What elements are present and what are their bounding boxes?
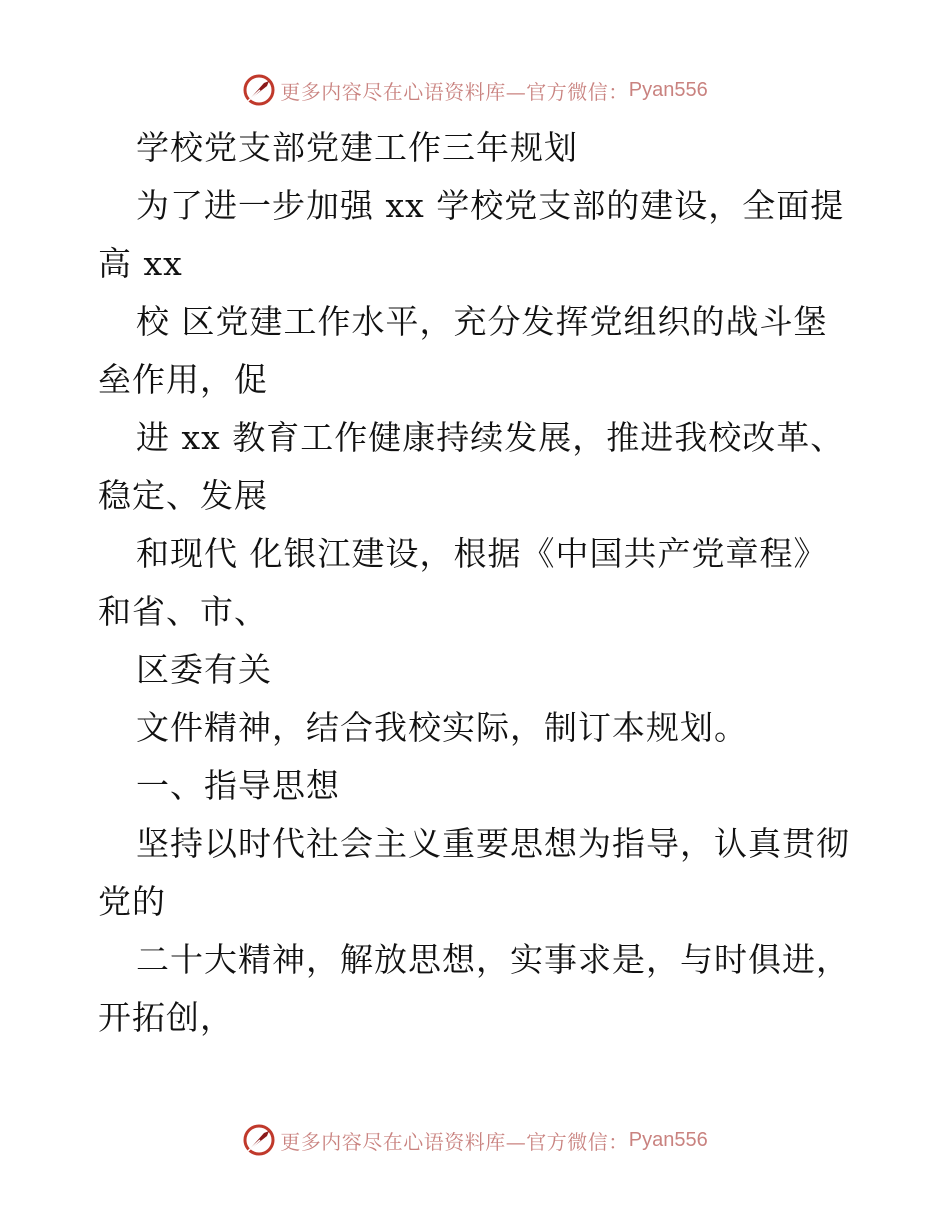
paragraph-line: 进 xx 教育工作健康持续发展，推进我校改革、 [136, 418, 845, 457]
section-heading: 一、指导思想 [136, 766, 340, 805]
watermark-text: 更多内容尽在心语资料库—官方微信： [280, 1129, 629, 1154]
quill-logo-icon [242, 1123, 276, 1157]
header-watermark [0, 70, 950, 110]
paragraph-line: 开拓创， [98, 998, 234, 1037]
paragraph-line: 垒作用，促 [98, 360, 268, 399]
paragraph-line: 党的 [98, 882, 166, 921]
paragraph-line: 和省、市、 [98, 592, 268, 631]
paragraph-line: 坚持以时代社会主义重要思想为指导，认真贯彻 [136, 824, 850, 863]
paragraph-line: 校 区党建工作水平，充分发挥党组织的战斗堡 [136, 302, 828, 341]
footer-watermark [0, 1120, 950, 1160]
paragraph-line: 区委有关 [136, 650, 272, 689]
paragraph-line: 和现代 化银江建设，根据《中国共产党章程》 [136, 534, 828, 573]
paragraph-line: 文件精神，结合我校实际，制订本规划。 [136, 708, 748, 747]
quill-logo-icon [242, 73, 276, 107]
paragraph-line: 二十大精神，解放思想，实事求是，与时俱进， [136, 940, 850, 979]
watermark-wechat-id: Pyan556 [628, 78, 708, 101]
watermark-text: 更多内容尽在心语资料库—官方微信： [280, 79, 629, 104]
paragraph-line: 稳定、发展 [98, 476, 268, 515]
watermark-wechat-id: Pyan556 [628, 1128, 708, 1151]
document-title: 学校党支部党建工作三年规划 [136, 128, 578, 167]
paragraph-line: 为了进一步加强 xx 学校党支部的建设，全面提 [136, 186, 845, 225]
paragraph-line: 高 xx [98, 244, 183, 283]
